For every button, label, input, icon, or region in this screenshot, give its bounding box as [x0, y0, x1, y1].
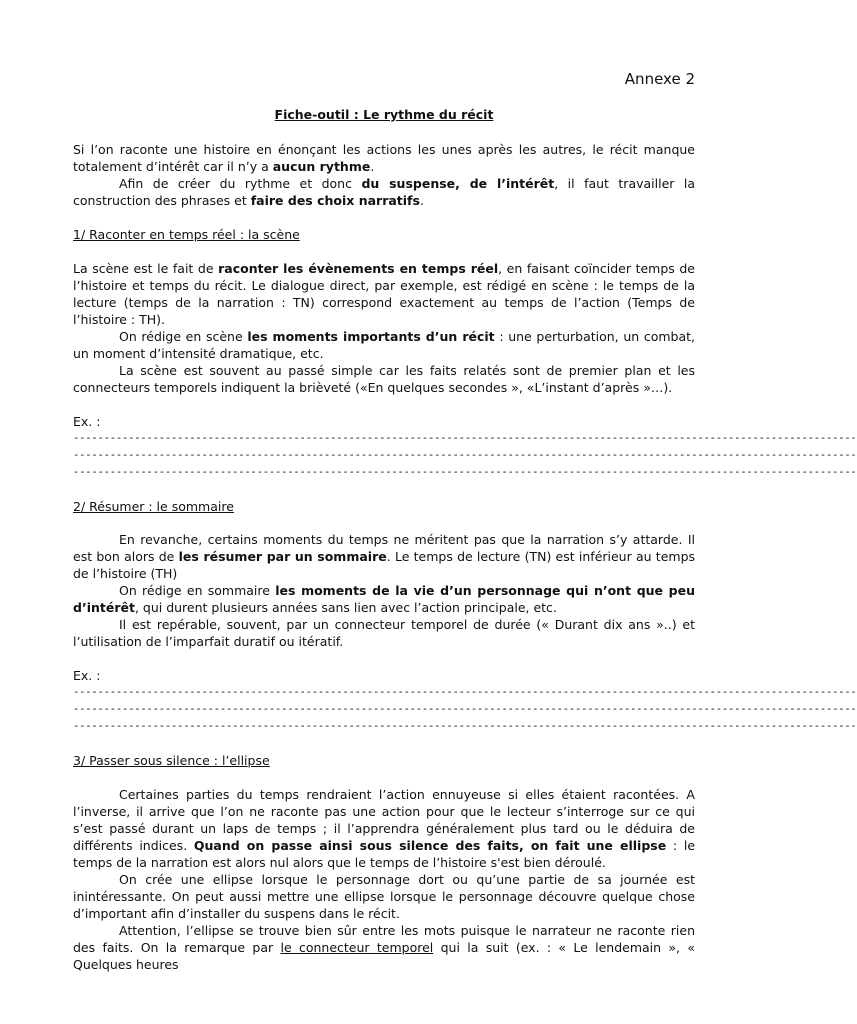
s1-example-label: Ex. :: [73, 414, 101, 429]
s1-paragraph-1: La scène est le fait de raconter les évènements en temps réel, en faisant coïncider temps de l’histoire et temps du récit. Le dialogue direct, par exemple, est rédigé en scène : le temps de la lecture (temps de la narration : TN) correspond exactement au temps de l’action (Temps de l’histoire : TH).: [73, 261, 695, 327]
s2-paragraph-1: En revanche, certains moments du temps ne méritent pas que la narration s’y attarde. Il est bon alors de les résumer par un sommaire. Le temps de lecture (TN) est inférieur au temps de l’histoire (TH): [73, 532, 696, 581]
s2-paragraph-2: On rédige en sommaire les moments de la vie d’un personnage qui n’ont que peu d’intérêt, qui durent plusieurs années sans lien avec l’action principale, etc.: [73, 583, 695, 615]
section-2-body: [73, 531, 695, 650]
s2-answer-line-2: --------------------------------------------------------------------------------------------------------------------------------: [73, 703, 857, 715]
section-3-heading: 3/ Passer sous silence : l’ellipse: [73, 753, 270, 768]
s3-paragraph-2: On crée une ellipse lorsque le personnage dort ou qu’une partie de sa journée est inintéressante. On peut aussi mettre une ellipse lorsque le personnage découvre quelque chose d’important afin d’installer du suspens dans le récit.: [73, 872, 695, 921]
intro-section: [73, 141, 695, 209]
s2-example-label: Ex. :: [73, 668, 101, 683]
section-2-heading: 2/ Résumer : le sommaire: [73, 499, 234, 514]
intro-paragraph-1: Si l’on raconte une histoire en énonçant les actions les unes après les autres, le récit manque totalement d’intérêt car il n’y a aucun rythme.: [73, 142, 695, 174]
s1-paragraph-3: La scène est souvent au passé simple car les faits relatés sont de premier plan et les connecteurs temporels indiquent la brièveté («En quelques secondes », «L’instant d’après »…).: [73, 363, 695, 395]
s3-paragraph-1: Certaines parties du temps rendraient l’action ennuyeuse si elles étaient racontées. A l’inverse, il arrive que l’on ne raconte pas une action pour que le lecteur s’interroge sur ce qui s’est passé durant un laps de temps ; il l’apprendra généralement plus tard ou le déduira de différents indices. Quand on passe ainsi sous silence des faits, on fait une ellipse : le temps de la narration est alors nul alors que le temps de l’histoire s'est bien déroulé.: [73, 787, 696, 870]
s3-paragraph-3: Attention, l’ellipse se trouve bien sûr entre les mots puisque le narrateur ne raconte rien des faits. On la remarque par le connecteur temporel qui la suit (ex. : « Le lendemain », « Quelques heures: [73, 923, 695, 972]
s1-answer-line-2: --------------------------------------------------------------------------------------------------------------------------------: [73, 449, 857, 461]
s1-answer-line-1: --------------------------------------------------------------------------------------------------------------------------------: [73, 432, 857, 444]
s2-paragraph-3: Il est repérable, souvent, par un connecteur temporel de durée (« Durant dix ans »..) et l’utilisation de l’imparfait duratif ou itératif.: [73, 617, 695, 649]
annex-label: Annexe 2: [624, 70, 695, 88]
s2-answer-line-1: --------------------------------------------------------------------------------------------------------------------------------: [73, 686, 857, 698]
section-3-body: [73, 786, 695, 973]
section-1-body: [73, 260, 695, 396]
s2-answer-line-3: --------------------------------------------------------------------------------------------------------------------------------: [73, 720, 857, 732]
s1-paragraph-2: On rédige en scène les moments importants d’un récit : une perturbation, un combat, un moment d’intensité dramatique, etc.: [73, 329, 695, 361]
document-title: Fiche-outil : Le rythme du récit: [274, 107, 494, 122]
section-1-heading: 1/ Raconter en temps réel : la scène: [73, 227, 300, 242]
s1-answer-line-3: --------------------------------------------------------------------------------------------------------------------------------: [73, 466, 857, 478]
intro-paragraph-2: Afin de créer du rythme et donc du suspense, de l’intérêt, il faut travailler la construction des phrases et faire des choix narratifs.: [73, 176, 695, 208]
